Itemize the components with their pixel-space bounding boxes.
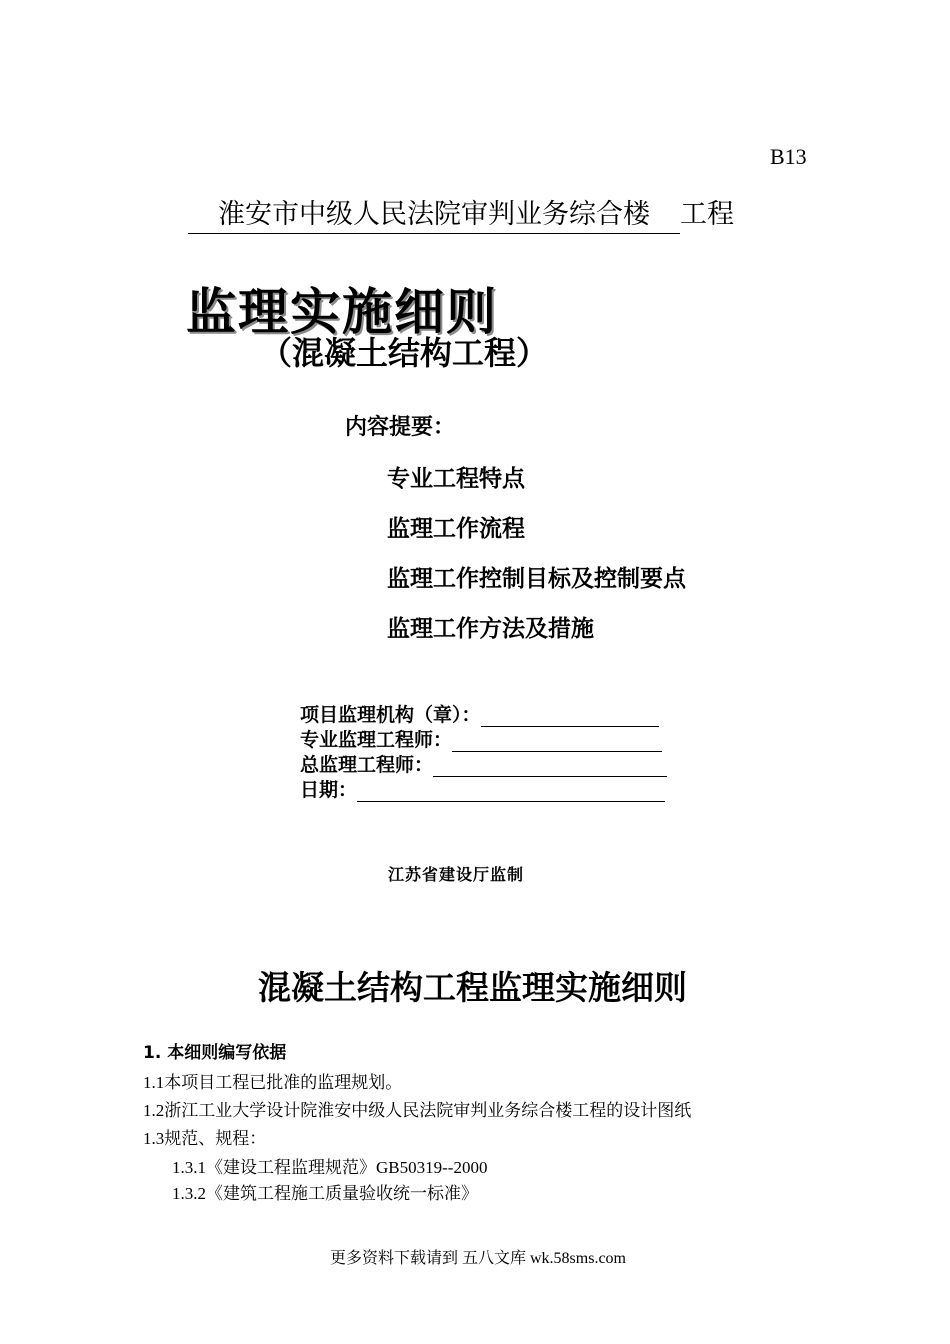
signature-line: [300, 775, 665, 802]
summary-item: 专业工程特点: [387, 466, 525, 492]
signature-label: 项目监理机构（章）：: [300, 704, 481, 726]
summary-item: 监理工作控制目标及控制要点: [387, 566, 686, 592]
project-suffix: 工程: [680, 199, 734, 229]
project-line: [188, 192, 734, 234]
summary-label: 内容提要：: [345, 415, 456, 440]
main-title: 监理实施细则: [186, 283, 498, 341]
section-title: 混凝土结构工程监理实施细则: [258, 968, 687, 1007]
signature-label: 总监理工程师：: [300, 754, 434, 776]
issuer: 江苏省建设厅监制: [388, 865, 525, 884]
signature-label: 日期：: [300, 779, 358, 801]
signature-label: 专业监理工程师：: [300, 729, 453, 751]
document-code: B13: [770, 144, 807, 169]
summary-item: 监理工作流程: [387, 516, 525, 542]
signature-blank: [357, 783, 665, 802]
body-line: 1.1本项目工程已批准的监理规划。: [143, 1073, 403, 1092]
footer: 更多资料下载请到 五八文库 wk.58sms.com: [330, 1250, 627, 1267]
body-line: 1.3.2《建筑工程施工质量验收统一标准》: [172, 1184, 478, 1203]
section-heading: 1. 本细则编写依据: [143, 1043, 287, 1063]
signature-line: [300, 700, 659, 727]
body-line: 1.2浙江工业大学设计院淮安中级人民法院审判业务综合楼工程的设计图纸: [143, 1101, 692, 1120]
body-line: 1.3.1《建设工程监理规范》GB50319--2000: [172, 1158, 488, 1177]
signature-line: [300, 725, 662, 752]
signature-line: [300, 750, 667, 777]
body-line: 1.3规范、规程：: [143, 1129, 267, 1148]
summary-item: 监理工作方法及措施: [387, 616, 594, 642]
project-name: 淮安市中级人民法院审判业务综合楼: [188, 192, 680, 234]
sub-title: （混凝土结构工程）: [260, 334, 549, 372]
